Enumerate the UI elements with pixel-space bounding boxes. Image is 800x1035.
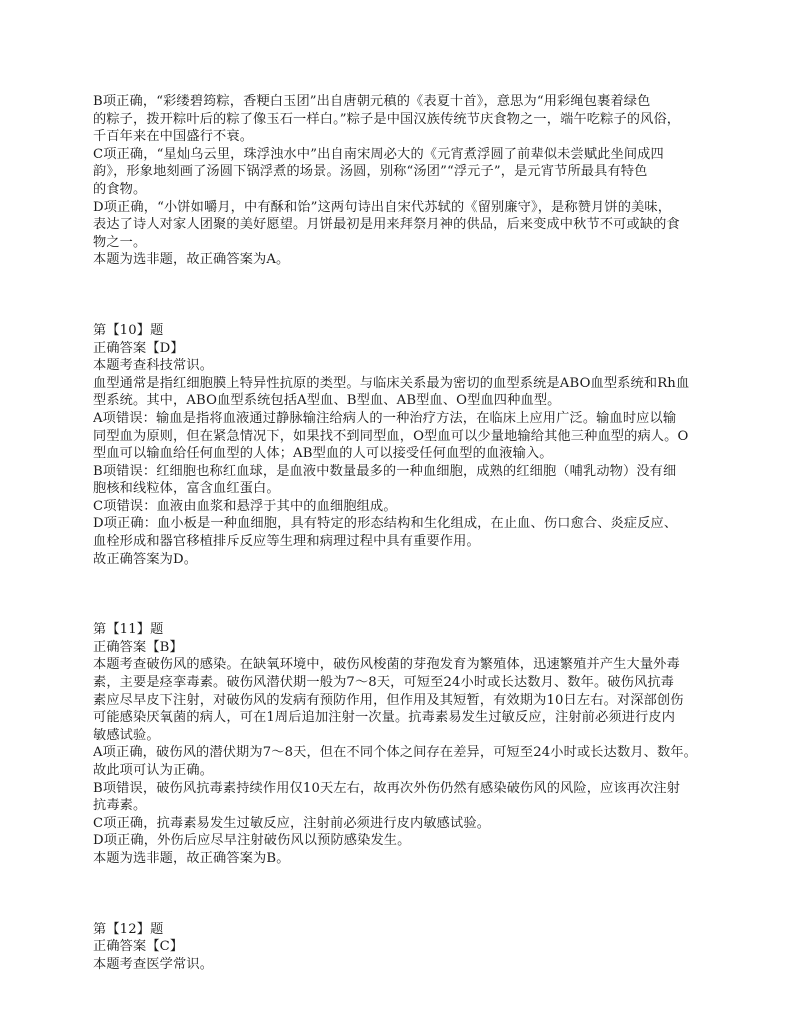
text-line: 的食物。 — [93, 181, 147, 197]
text-line: 抗毒素。 — [93, 798, 147, 814]
text-line: A项错误：输血是指将血液通过静脉输注给病人的一种治疗方法，在临床上应用广泛。输血时应以输 — [93, 410, 677, 426]
text-line: D项正确，外伤后应尽早注射破伤风以预防感染发生。 — [93, 833, 411, 849]
text-line: A项正确，破伤风的潜伏期为7～8天，但在不同个体之间存在差异，可短至24小时或长达数月、数年。 — [93, 745, 698, 761]
text-line: 的粽子，拨开粽叶后的粽了像玉石一样白。”粽子是中国汉族传统节庆食物之一，端午吃粽子的风俗， — [93, 111, 681, 127]
text-line: B项错误：红细胞也称红血球，是血液中数量最多的一种血细胞，成熟的红细胞（哺乳动物）没有细 — [93, 463, 677, 479]
text-line: C项正确，抗毒素易发生过敏反应，注射前必须进行皮内敏感试验。 — [93, 815, 491, 831]
correct-answer: 正确答案【B】 — [93, 639, 183, 655]
text-line: 物之一。 — [93, 234, 147, 250]
question-10-explanation — [93, 322, 723, 568]
previous-answer-explanation — [93, 93, 723, 269]
conclusion-line: 故正确答案为D。 — [93, 551, 198, 567]
question-number: 第【11】题 — [93, 622, 164, 638]
text-line: 同型血为原则，但在紧急情况下，如果找不到同型血，O型血可以少量地输给其他三种血型的病人。O — [93, 428, 689, 444]
text-line: 型系统。其中，ABO血型系统包括A型血、B型血、AB型血、O型血四种血型。 — [93, 393, 561, 409]
text-line: C项正确，“星灿乌云里，珠浮浊水中”出自南宋周必大的《元宵煮浮圆了前辈似未尝赋此坐间成四 — [93, 146, 664, 162]
text-line: B项正确，“彩缕碧筠粽，香粳白玉团”出自唐朝元稹的《表夏十首》，意思为“用彩绳包裹着绿色 — [93, 94, 651, 109]
text-line: 故此项可认为正确。 — [93, 763, 214, 778]
text-line: C项错误：血液由血浆和悬浮于其中的血细胞组成。 — [93, 498, 397, 514]
question-12-explanation — [93, 921, 723, 974]
conclusion-line: 本题为选非题，故正确答案为A。 — [93, 252, 290, 268]
text-line: 血型通常是指红细胞膜上特异性抗原的类型。与临床关系最为密切的血型系统是ABO血型系统和Rh血 — [93, 375, 690, 391]
text-line: 素应尽早皮下注射，对破伤风的发病有预防作用，但作用及其短暂，有效期为10日左右。对深部创伤 — [93, 692, 684, 708]
text-line: 敏感试验。 — [93, 727, 160, 743]
text-line: B项错误，破伤风抗毒素持续作用仅10天左右，故再次外伤仍然有感染破伤风的风险，应该再次注射 — [93, 780, 681, 796]
question-11-explanation — [93, 621, 723, 867]
text-line: 韵》，形象地刻画了汤圆下锅浮煮的场景。汤圆，别称“汤团”“浮元子”，是元宵节所最具有特色 — [93, 164, 648, 180]
text-line: 千百年来在中国盛行不衰。 — [93, 129, 254, 145]
text-line: 胞核和线粒体，富含血红蛋白。 — [93, 481, 280, 497]
text-line: 素，主要是痉挛毒素。破伤风潜伏期一般为7～8天，可短至24小时或长达数月、数年。破伤风抗毒 — [93, 675, 674, 691]
question-number: 第【10】题 — [93, 322, 164, 338]
text-line: D项正确：血小板是一种血细胞，具有特定的形态结构和生化组成，在止血、伤口愈合、炎症反应、 — [93, 516, 678, 532]
question-number: 第【12】题 — [93, 921, 164, 937]
correct-answer: 正确答案【D】 — [93, 340, 184, 356]
conclusion-line: 本题为选非题，故正确答案为B。 — [93, 850, 290, 866]
text-line: 本题考查破伤风的感染。在缺氧环境中，破伤风梭菌的芽孢发育为繁殖体，迅速繁殖并产生大量外毒 — [93, 657, 680, 673]
text-line: 本题考查科技常识。 — [93, 358, 214, 374]
text-line: D项正确，“小饼如嚼月，中有酥和饴”这两句诗出自宋代苏轼的《留别廉守》，是称赞月饼的美味， — [93, 199, 672, 215]
section-gap — [93, 868, 723, 921]
section-gap — [93, 568, 723, 621]
text-line: 可能感染厌氧菌的病人，可在1周后追加注射一次量。抗毒素易发生过敏反应，注射前必须进行皮内 — [93, 710, 676, 726]
text-line: 本题考查医学常识。 — [93, 956, 214, 972]
section-gap — [93, 269, 723, 322]
text-line: 血栓形成和器官移植排斥反应等生理和病理过程中具有重要作用。 — [93, 534, 480, 550]
text-line: 型血可以输血给任何血型的人体；AB型血的人可以接受任何血型的血液输入。 — [93, 446, 553, 462]
text-line: 表达了诗人对家人团聚的美好愿望。月饼最初是用来拜祭月神的供品，后来变成中秋节不可或缺的食 — [93, 217, 680, 233]
correct-answer: 正确答案【C】 — [93, 939, 184, 955]
document-page — [93, 93, 723, 973]
